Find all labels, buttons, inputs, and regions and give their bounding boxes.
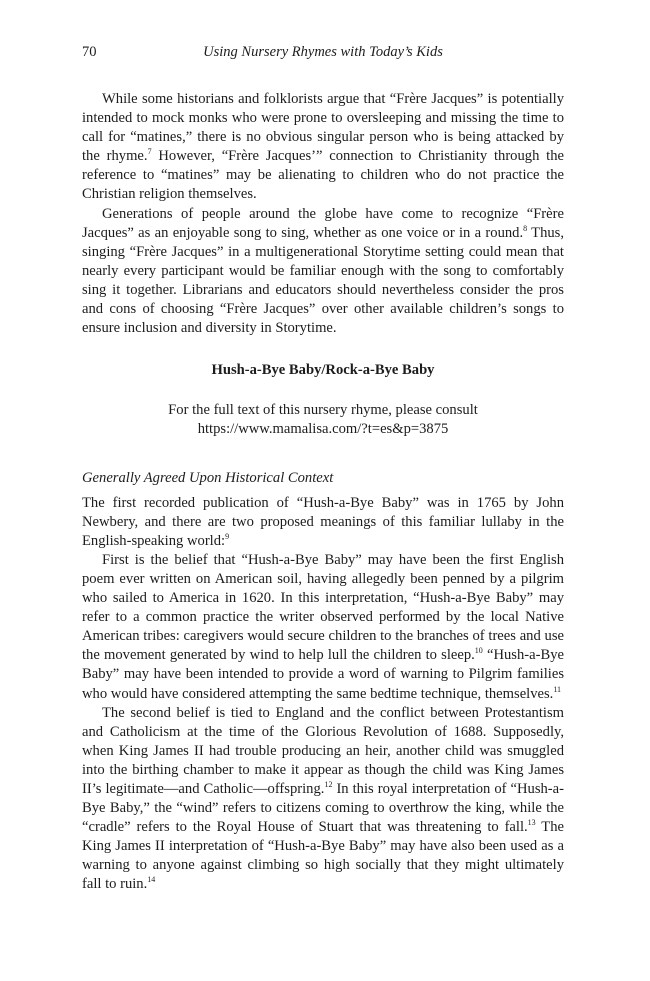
- footnote-ref: 9: [225, 531, 230, 541]
- running-title: Using Nursery Rhymes with Today’s Kids: [203, 44, 443, 60]
- consult-note: [82, 401, 564, 439]
- footnote-ref: 14: [147, 875, 156, 885]
- section-heading: Hush-a-Bye Baby/Rock-a-Bye Baby: [211, 362, 435, 379]
- subheading: Generally Agreed Upon Historical Context: [82, 469, 334, 486]
- footnote-ref: 11: [553, 684, 562, 694]
- paragraph: First is the belief that “Hush-a-Bye Baby” may have been the first English poem ever written on American soil, having allegedly been penned by a pilgrim who sailed to America in 1620. In this interpretation, “Hush-a-Bye Baby” may refer to a common practice the writer observed performed by the local Native American tribes: caregivers would secure children to the branches of trees and use the movement generated by wind to help lull the children to sleep.$^{10}$ “Hush-a-Bye Baby” may have been intended to provide a word of warning to Pilgrim families who would have considered attempting the same bedtime technique, themselves.$^{11}$: [82, 551, 564, 702]
- footnote-ref: 7: [147, 147, 152, 157]
- paragraph: While some historians and folklorists argue that “Frère Jacques” is potentially intended to mock monks who were prone to oversleeping and missing the time to call for “matines,” there is no obvious singular person who is being attacked by the rhyme.$^7$ However, “Frère Jacques’” connection to Christianity through the reference to “matines” may be alienating to children who do not practice the Christian religion themselves.: [82, 91, 564, 203]
- running-head: [82, 44, 564, 64]
- footnote-ref: 12: [324, 780, 333, 789]
- paragraph: The first recorded publication of “Hush-a-Bye Baby” was in 1765 by John Newbery, and there are two proposed meanings of this familiar lullaby in the English-speaking world:$^9$: [82, 494, 564, 549]
- paragraph: Generations of people around the globe have come to recognize “Frère Jacques” as an enjoyable song to sing, whether as one voice or in a round.$^8$ Thus, singing “Frère Jacques” in a multigenerational Storytime setting could mean that nearly every participant would be familiar enough with the song to comfortably sing it together. Librarians and educators should nevertheless consider the pros and cons of choosing “Frère Jacques” over other available children’s songs to ensure inclusion and diversity in Storytime.: [82, 205, 564, 337]
- footnote-ref: 13: [527, 818, 536, 828]
- page-number: 70: [82, 44, 97, 60]
- consult-url: https://www.mamalisa.com/?t=es&p=3875: [197, 421, 449, 438]
- body-text: [82, 90, 564, 895]
- footnote-ref: 8: [523, 223, 528, 233]
- footnote-ref: 10: [474, 646, 483, 656]
- paragraph: The second belief is tied to England and the conflict between Protestantism and Catholicism at the time of the Glorious Revolution of 1688. Supposedly, when King James II had trouble producing an heir, another child was smuggled into the birthing chamber to make it appear as though the child was King James II’s legitimate—and Catholic—offspring.$^{12}$ In this royal interpretation of “Hush-a-Bye Baby,” the “wind” refers to citizens coming to overthrow the king, while the “cradle” refers to the Royal House of Stuart that was threatening to fall.$^{13}$ The King James II interpretation of “Hush-a-Bye Baby” may have also been used as a warning to anyone against climbing so high socially that they might ultimately fall to ruin.$^{14}$: [82, 704, 565, 893]
- consult-text: For the full text of this nursery rhyme, please consult: [168, 402, 478, 419]
